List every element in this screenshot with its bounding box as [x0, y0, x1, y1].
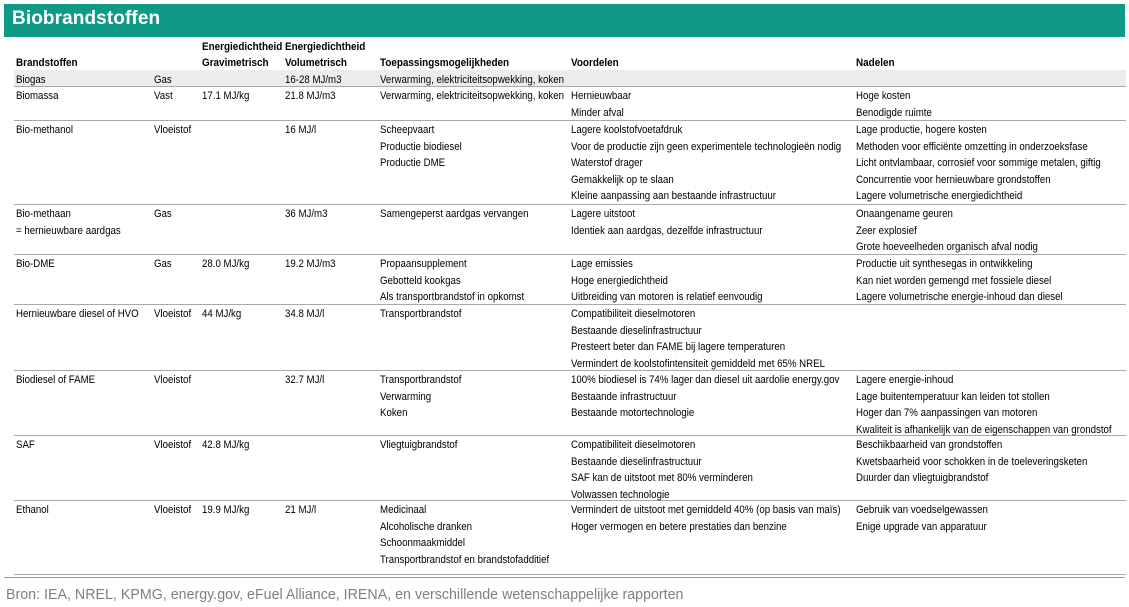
cell-line: Verwarming, elektriciteitsopwekking, koken [380, 74, 565, 86]
cell-nad [856, 122, 1101, 205]
cell-type [154, 256, 172, 273]
header-toep: Toepassingsmogelijkheden [380, 57, 510, 69]
title-bar [4, 4, 1125, 37]
header-brandstof: Brandstoffen [16, 57, 78, 69]
cell-grav [202, 502, 249, 519]
cell-value: Vloeistof [154, 439, 192, 451]
cell-line: Productie biodiesel [380, 140, 462, 153]
cell-voor [571, 122, 841, 205]
cell-type [154, 372, 191, 389]
cell-grav [202, 306, 241, 323]
cell-line: Biogas [16, 74, 46, 86]
cell-vol [285, 372, 324, 389]
cell-line: Ethanol [16, 504, 49, 516]
cell-line: Bestaande dieselinfrastructuur [571, 324, 702, 337]
cell-line: Transportbrandstof en brandstofadditief [380, 553, 550, 566]
cell-grav [202, 256, 249, 273]
cell-line: Lagere energie-inhoud [856, 374, 954, 386]
cell-nad [856, 206, 1038, 256]
cell-line: Grote hoeveelheden organisch afval nodig [856, 241, 1038, 253]
table-row [14, 254, 1126, 305]
header-voor: Voordelen [571, 57, 619, 69]
cell-vol [285, 502, 316, 519]
cell-line: Voor de productie zijn geen experimentele technologieën nodig [571, 140, 842, 153]
cell-line: Lage buitentemperatuur kan leiden tot stollen [856, 390, 1050, 403]
cell-name [16, 256, 55, 273]
cell-line: Minder afval [571, 106, 624, 119]
cell-line: Hoger vermogen en betere prestaties dan benzine [571, 520, 787, 533]
table-row [14, 204, 1126, 255]
header-vol-2: Volumetrisch [285, 57, 347, 69]
cell-value: Vloeistof [154, 308, 192, 320]
table-row [14, 500, 1126, 575]
table-row [14, 304, 1126, 371]
cell-line: Bestaande motortechnologie [571, 407, 695, 419]
cell-toep [380, 372, 461, 422]
cell-line: Kan niet worden gemengd met fossiele diesel [856, 274, 1052, 287]
cell-line: Biodiesel of FAME [16, 374, 96, 386]
cell-line: Beschikbaarheid van grondstoffen [856, 439, 1003, 451]
cell-name [16, 306, 139, 323]
cell-line: Methoden voor efficiënte omzetting in onderzoeksfase [856, 140, 1088, 153]
cell-name [16, 88, 59, 105]
cell-line: Benodigde ruimte [856, 106, 932, 119]
cell-line: Bio-methaan [16, 208, 71, 220]
cell-value: 32.7 MJ/l [285, 374, 325, 386]
cell-voor [571, 88, 631, 121]
page-title: Biobrandstoffen [12, 8, 161, 29]
cell-voor [571, 502, 841, 535]
cell-line: Lagere koolstofvoetafdruk [571, 124, 683, 136]
cell-name [16, 502, 49, 519]
cell-line: Lagere uitstoot [571, 208, 636, 220]
cell-line: Identiek aan aardgas, dezelfde infrastructuur [571, 224, 763, 237]
table-row [14, 435, 1126, 501]
cell-line: Bio-methanol [16, 124, 74, 136]
cell-type [154, 437, 191, 454]
cell-value: 34.8 MJ/l [285, 308, 325, 320]
cell-line: Scheepvaart [380, 124, 435, 136]
cell-line: Kwetsbaarheid voor schokken in de toeleveringsketen [856, 455, 1088, 468]
cell-voor [571, 306, 825, 372]
cell-name [16, 372, 95, 389]
cell-vol [285, 306, 324, 323]
cell-type [154, 206, 172, 223]
cell-line: Verwarming, elektriciteitsopwekking, koken [380, 90, 565, 102]
cell-line: Alcoholische dranken [380, 520, 473, 533]
cell-line: Productie DME [380, 157, 446, 169]
cell-line: Hoger dan 7% aanpassingen van motoren [856, 407, 1038, 419]
cell-line: Presteert beter dan FAME bij lagere temperaturen [571, 341, 786, 353]
cell-vol [285, 88, 336, 105]
cell-toep [380, 502, 549, 568]
cell-value: 21 MJ/l [285, 504, 317, 516]
cell-line: Volwassen technologie [571, 488, 670, 501]
footer-divider [4, 577, 1125, 578]
cell-grav [202, 437, 249, 454]
cell-name [16, 206, 121, 239]
cell-line: Lage emissies [571, 258, 633, 270]
cell-vol [285, 256, 336, 273]
cell-value: Gas [154, 258, 172, 270]
cell-line: Biomassa [16, 90, 59, 102]
cell-line: Lagere volumetrische energie-inhoud dan diesel [856, 291, 1063, 303]
cell-line: Verwarming [380, 390, 432, 403]
cell-name [16, 437, 35, 454]
cell-line: SAF kan de uitstoot met 80% verminderen [571, 472, 753, 484]
cell-type [154, 502, 191, 519]
cell-value: 42.8 MJ/kg [202, 439, 250, 451]
cell-line: Lage productie, hogere kosten [856, 124, 987, 136]
cell-line: Bestaande dieselinfrastructuur [571, 455, 702, 468]
cell-line: Gebruik van voedselgewassen [856, 504, 988, 516]
cell-toep [380, 122, 462, 172]
cell-voor [571, 256, 763, 306]
cell-line: Schoonmaakmiddel [380, 537, 466, 549]
cell-line: Transportbrandstof [380, 308, 462, 320]
cell-line: Concurrentie voor hernieuwbare grondstoffen [856, 173, 1051, 186]
cell-line: Lagere volumetrische energiedichtheid [856, 190, 1023, 202]
cell-line: Samengeperst aardgas vervangen [380, 208, 529, 220]
cell-line: Als transportbrandstof in opkomst [380, 291, 525, 303]
cell-grav [202, 88, 249, 105]
cell-value: 28.0 MJ/kg [202, 258, 250, 270]
header-vol-1: Energiedichtheid [285, 41, 366, 53]
cell-line: Gebotteld kookgas [380, 274, 461, 287]
cell-line: Licht ontvlambaar, corrosief voor sommige metalen, giftig [856, 157, 1101, 169]
cell-line: Transportbrandstof [380, 374, 462, 386]
cell-line: Koken [380, 407, 408, 419]
header-grav-1: Energiedichtheid [202, 41, 283, 53]
cell-line: Gemakkelijk op te slaan [571, 173, 674, 186]
cell-value: 16 MJ/l [285, 124, 317, 136]
cell-value: 44 MJ/kg [202, 308, 242, 320]
cell-toep [380, 256, 524, 306]
cell-value: Vast [154, 90, 173, 102]
cell-value: 17.1 MJ/kg [202, 90, 250, 102]
cell-toep [380, 306, 461, 323]
cell-line: Hernieuwbare diesel of HVO [16, 308, 139, 320]
cell-type [154, 88, 173, 105]
cell-line: Vermindert de koolstofintensiteit gemiddeld met 65% NREL [571, 357, 825, 370]
cell-value: Vloeistof [154, 504, 192, 516]
cell-line: = hernieuwbare aardgas [16, 224, 121, 237]
cell-line: Kleine aanpassing aan bestaande infrastructuur [571, 190, 777, 202]
cell-voor [571, 206, 763, 239]
cell-voor [571, 372, 839, 422]
cell-line: Productie uit synthesegas in ontwikkeling [856, 258, 1033, 270]
cell-type [154, 122, 191, 139]
cell-value: Gas [154, 74, 172, 86]
cell-line: Medicinaal [380, 504, 427, 516]
header-grav-2: Gravimetrisch [202, 57, 269, 69]
source-note: Bron: IEA, NREL, KPMG, energy.gov, eFuel Alliance, IRENA, en verschillende wetenschappelijke rapporten [6, 586, 684, 603]
cell-nad [856, 88, 932, 121]
cell-line: Kwaliteit is afhankelijk van de eigenschappen van grondstof [856, 423, 1112, 436]
cell-value: 36 MJ/m3 [285, 208, 328, 220]
header-nad: Nadelen [856, 57, 895, 69]
cell-line: Zeer explosief [856, 224, 917, 237]
cell-value: Vloeistof [154, 374, 192, 386]
cell-line: Hoge kosten [856, 90, 911, 102]
cell-toep [380, 206, 529, 223]
cell-line: Uitbreiding van motoren is relatief eenvoudig [571, 291, 763, 303]
table-row [14, 70, 1126, 87]
cell-voor [571, 437, 753, 503]
cell-line: Compatibiliteit dieselmotoren [571, 439, 696, 451]
cell-line: Onaangename geuren [856, 208, 953, 220]
cell-line: Vermindert de uitstoot met gemiddeld 40% (op basis van maïs) [571, 504, 841, 516]
cell-value: Gas [154, 208, 172, 220]
cell-toep [380, 88, 564, 105]
cell-value: 21.8 MJ/m3 [285, 90, 336, 102]
cell-line: Hernieuwbaar [571, 90, 632, 102]
table-row [14, 86, 1126, 121]
cell-type [154, 306, 191, 323]
cell-line: Bio-DME [16, 258, 55, 270]
cell-value: 16-28 MJ/m3 [285, 74, 342, 86]
cell-nad [856, 256, 1063, 306]
cell-nad [856, 437, 1087, 487]
cell-line: Enige upgrade van apparatuur [856, 520, 987, 533]
cell-vol [285, 206, 328, 223]
table-row [14, 120, 1126, 205]
cell-toep [380, 437, 457, 454]
cell-line: Bestaande infrastructuur [571, 390, 677, 403]
cell-line: SAF [16, 439, 35, 451]
cell-value: Vloeistof [154, 124, 192, 136]
table-row [14, 370, 1126, 436]
cell-line: Propaansupplement [380, 258, 467, 270]
cell-vol [285, 122, 316, 139]
cell-line: 100% biodiesel is 74% lager dan diesel uit aardolie energy.gov [571, 374, 840, 386]
cell-line: Waterstof drager [571, 157, 643, 169]
cell-name [16, 122, 73, 139]
cell-line: Hoge energiedichtheid [571, 274, 668, 287]
cell-line: Duurder dan vliegtuigbrandstof [856, 472, 989, 484]
cell-value: 19.9 MJ/kg [202, 504, 250, 516]
cell-line: Vliegtuigbrandstof [380, 439, 458, 451]
cell-nad [856, 502, 988, 535]
cell-value: 19.2 MJ/m3 [285, 258, 336, 270]
cell-nad [856, 372, 1112, 438]
cell-line: Compatibiliteit dieselmotoren [571, 308, 696, 320]
